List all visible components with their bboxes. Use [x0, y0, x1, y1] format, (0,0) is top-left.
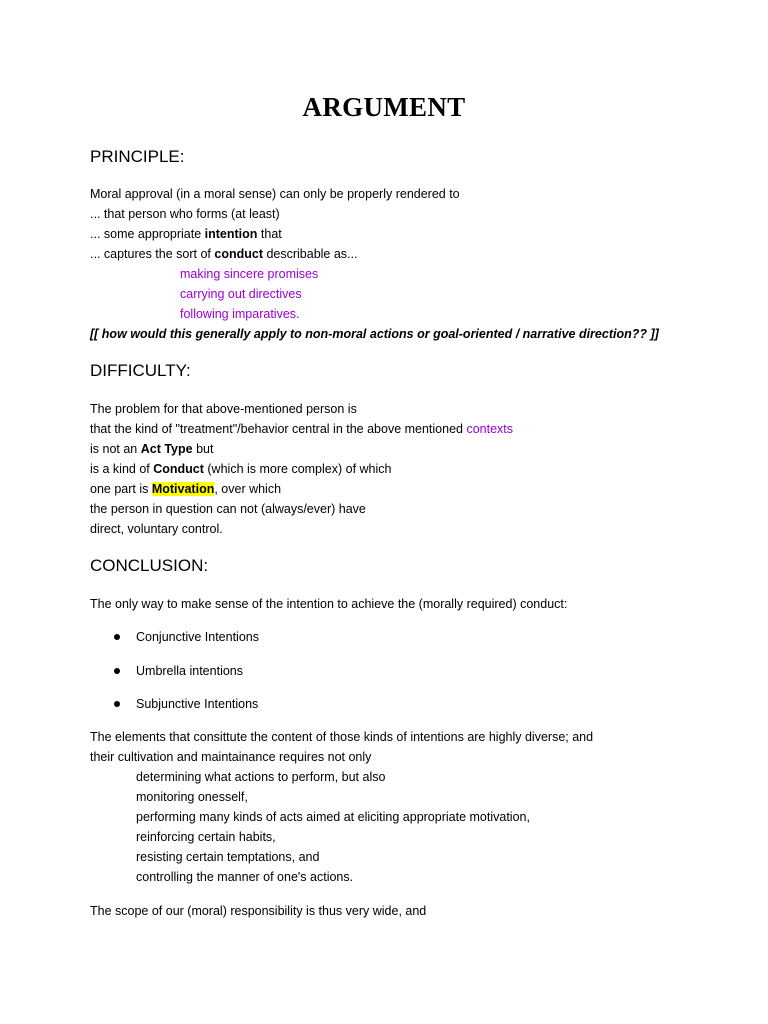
- list-item: Subjunctive Intentions: [136, 697, 259, 711]
- difficulty-line-1: The problem for that above-mentioned person is: [90, 402, 357, 416]
- principle-heading: PRINCIPLE:: [90, 147, 185, 166]
- example-item: making sincere promises: [180, 267, 319, 281]
- text-span: one part is: [90, 482, 152, 496]
- text-span: ... some appropriate: [90, 227, 205, 241]
- sub-item: monitoring onesself,: [136, 790, 248, 804]
- sub-item: performing many kinds of acts aimed at eliciting appropriate motivation,: [136, 810, 530, 824]
- bullet-icon: [114, 634, 120, 640]
- text-span: is not an: [90, 442, 141, 456]
- contexts-link[interactable]: contexts: [466, 422, 514, 436]
- principle-line-1: Moral approval (in a moral sense) can only be properly rendered to: [90, 187, 460, 201]
- sub-item: reinforcing certain habits,: [136, 830, 276, 844]
- difficulty-line-5: [90, 481, 281, 497]
- list-item: Conjunctive Intentions: [136, 630, 259, 644]
- conclusion-heading: CONCLUSION:: [90, 556, 209, 575]
- conclusion-intro: The only way to make sense of the intention to achieve the (morally required) conduct:: [90, 597, 568, 611]
- bullet-icon: [114, 668, 120, 674]
- bold-term-intention: intention: [204, 227, 258, 241]
- text-span: , over which: [214, 482, 282, 496]
- text-span: but: [192, 442, 214, 456]
- bullet-icon: [114, 701, 120, 707]
- principle-question: [[ how would this generally apply to non-moral actions or goal-oriented / narrative direction?? ]]: [90, 327, 659, 341]
- text-span: is a kind of: [90, 462, 154, 476]
- text-span: ... captures the sort of: [90, 247, 215, 261]
- text-span: that the kind of "treatment"/behavior central in the above mentioned: [90, 422, 467, 436]
- text-span: describable as...: [262, 247, 358, 261]
- sub-item: controlling the manner of one's actions.: [136, 870, 354, 884]
- difficulty-line-4: [90, 461, 391, 477]
- bold-term-conduct: Conduct: [153, 462, 204, 476]
- sub-item: resisting certain temptations, and: [136, 850, 320, 864]
- difficulty-line-3: [90, 441, 213, 457]
- text-span: that: [257, 227, 282, 241]
- conclusion-para-2: their cultivation and maintainance requires not only: [90, 750, 372, 764]
- highlighted-motivation: Motivation: [151, 482, 215, 496]
- conclusion-para-1: The elements that consittute the content of those kinds of intentions are highly diverse; and: [90, 730, 594, 744]
- list-item: Umbrella intentions: [136, 664, 243, 678]
- text-span: (which is more complex) of which: [203, 462, 392, 476]
- principle-line-3: [90, 226, 282, 242]
- final-line: The scope of our (moral) responsibility is thus very wide, and: [90, 904, 427, 918]
- principle-line-2: ... that person who forms (at least): [90, 207, 280, 221]
- difficulty-line-7: direct, voluntary control.: [90, 522, 223, 536]
- example-item: following imparatives.: [180, 307, 300, 321]
- example-item: carrying out directives: [180, 287, 302, 301]
- bold-term-conduct: conduct: [214, 247, 263, 261]
- sub-item: determining what actions to perform, but also: [136, 770, 386, 784]
- principle-line-4: [90, 246, 357, 262]
- document-title: ARGUMENT: [302, 92, 466, 122]
- bold-term-act-type: Act Type: [140, 442, 193, 456]
- difficulty-line-2: [90, 421, 513, 437]
- difficulty-line-6: the person in question can not (always/ever) have: [90, 502, 366, 516]
- difficulty-heading: DIFFICULTY:: [90, 361, 191, 380]
